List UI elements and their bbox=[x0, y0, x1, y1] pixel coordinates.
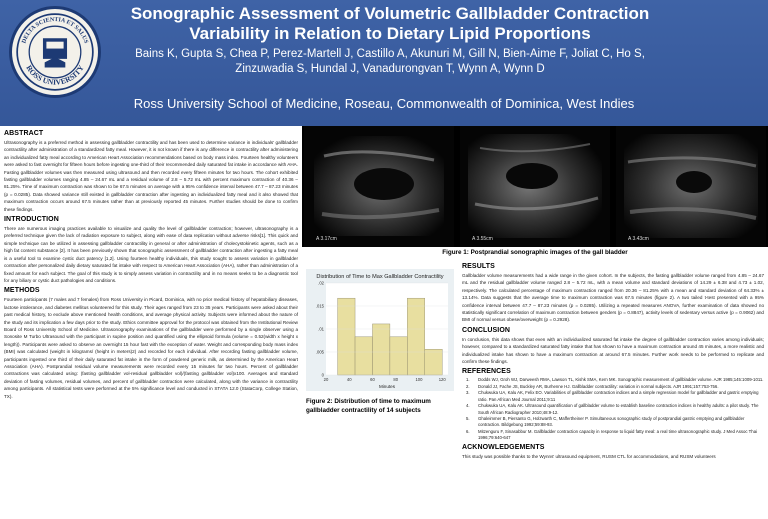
reference-text: Mitzenguru F, Sinasabbur M. Gallbladder contraction capacity in response to liquid fatty meal: a real time ultrasonographic study. J Med Assoc Thai 1996;79:640-647 bbox=[478, 428, 758, 441]
figure-1-caption: Figure 1: Postprandial sonographic images of the gall bladder bbox=[302, 247, 768, 259]
x-tick-label: 80 bbox=[393, 377, 399, 382]
figure-2-panel bbox=[302, 259, 458, 519]
histogram-bar bbox=[425, 349, 442, 375]
reference-number: 3. bbox=[466, 390, 470, 396]
university-seal-logo bbox=[9, 6, 101, 98]
ultrasound-image-2 bbox=[460, 126, 610, 247]
ultrasound-image-strip bbox=[302, 126, 768, 247]
conclusion-heading: CONCLUSION bbox=[462, 326, 511, 334]
y-tick-label: 0 bbox=[321, 372, 324, 378]
authors-line-1: Bains K, Gupta S, Chea P, Perez-Martell J, Castillo A, Akunuri M, Gill N, Bien-Aime F, Joliat C, Ho S, bbox=[135, 48, 645, 60]
left-column bbox=[0, 126, 302, 519]
abstract-heading: ABSTRACT bbox=[4, 130, 44, 137]
acknowledgements-heading: ACKNOWLEDGEMENTS bbox=[462, 443, 545, 451]
y-tick-label: .01 bbox=[318, 326, 324, 332]
methods-heading: METHODS bbox=[4, 287, 40, 295]
results-text: Gallbladder volume measurements had a wide range in the given cohort. In the subjects, the fasting gallbladder volume ranged from 4.85 – 24.67 mL and the residual gallbladder volume ranged 2.8 – 5.72 mL, with a mean volume and standard deviations of 14.29 ± 6.38 and 4.73 ± 1.02, respectively. The calculated percentage of maximum contraction ranged from 20.36 – 81.25% with a mean and standard deviation of 64.33% ± 13.14%. Data suggests that the average time to maximum contraction was 67.5 minutes (figure 2). A two tailed t-test presented with a 95% confidence interval between 47.7 – 87.23 minutes (p = 0.0285). Utilizing a repeated measures ANOVA, further examination of data showed no statistically significant correlation of maximum contraction between genders (p = 0.8847), activity levels of sedentary versus active (p = 0.9062) and BMI of normal versus obese/overweight (p = 0.2928). bbox=[462, 273, 764, 323]
affiliation: Ross University School of Medicine, Roseau, Commonwealth of Dominica, West Indies bbox=[133, 96, 635, 111]
author-list bbox=[110, 47, 670, 77]
abstract-text: Ultrasonography is a preferred method in assessing gallbladder contractility and has been used to determine variance in individuals' gallbladder contractility after administration of a standardized fatty meal. However, it is not known if there is any difference in contractility after administering an individualized fatty meal according to American Heart Association recommendations based on body mass index. Fourteen healthy volunteers were asked to fast overnight for fifteen hours before ingesting one-third of their recommended daily saturated fat intake in accordance with AHA. Fasting gallbladder volumes was then measured using ultrasound and then recorded every fifteen minutes for two hours. The cohort exhibited fasting gallbladder volumes ranging 4.85 – 24.67 mL and a residual volume of 2.8 – 5.72 mL with percent maximum contraction of 40.36 – 81.25%. Time of maximum contraction was shown to be 67.5 minutes on average with a 95% confidence interval between 47.7 – 87.23 minutes (p = 0.0285). Data showed variance still existed in gallbladder contraction after ingesting an individualized fatty meal and it also showed that maximum contraction occurs around 67.5 minutes rather than at previously reported 45 minutes. Further studies should be done to confirm these findings. bbox=[4, 140, 298, 212]
y-tick-label: .005 bbox=[315, 349, 324, 355]
histogram-bar bbox=[390, 337, 407, 375]
x-tick-label: 20 bbox=[323, 377, 329, 382]
conclusion-text: In conclusion, this data shows that even with an individualized saturated fat intake the degree of gallbladder contraction varies among individuals; however, compared to a standardized saturated fatty intake that has shown to have a maximum contraction around 45 minutes, a more realistic and individualized intake has shown to have a maximum contraction at around 67.5 minutes. Further work needs to be performed to replicate and confirm these findings. bbox=[462, 336, 764, 365]
acknowledgements-text: This study was possible thanks to the Wynns' ultrasound equipment, RUSM CTL for accommodations, and RUSM volunteers bbox=[462, 453, 716, 459]
reference-item bbox=[466, 390, 764, 403]
reference-text: Dodds WJ, Groh WJ, Darweesh RMA, Lawson TL, Kishk SMA, Kern MK. Sonographic measurement of gallbladder volume. AJR 1985;145:1009-1011. bbox=[478, 377, 764, 383]
x-tick-label: 60 bbox=[370, 377, 375, 382]
results-heading: RESULTS bbox=[462, 263, 495, 270]
authors-line-2: Zinzuwadia S, Hundal J, Vanadurongvan T, Wynn A, Wynn D bbox=[235, 63, 545, 75]
reference-item bbox=[466, 429, 764, 442]
svg-text:DELTA SCIENTIA ET SALUS: DELTA SCIENTIA ET SALUS bbox=[21, 16, 89, 45]
reference-text: Ghaleimmer B, Piersanto G, Holzwarth C, Maffertheiner P. Simultaneous sonographic study of postprandial gastric emptying and gallbladder contraction. Bildgebung 1992;59:88-93. bbox=[478, 415, 745, 428]
poster-title bbox=[110, 4, 670, 44]
reference-text: Donald JJ, Fache JS, Buckley AR, Burhenne HJ. Gallbladder contractility: variation in normal subjects. AJR 1991;157:753-756. bbox=[478, 383, 719, 389]
y-tick-label: .015 bbox=[315, 303, 324, 309]
reference-item bbox=[466, 416, 764, 429]
chart-title: Distribution of Time to Max Gallbladder Contractility bbox=[316, 274, 444, 280]
x-axis-label: Minutes bbox=[378, 384, 396, 389]
seal-graphic bbox=[12, 9, 98, 95]
histogram-chart bbox=[306, 269, 454, 391]
x-tick-label: 100 bbox=[415, 377, 423, 382]
poster-header bbox=[0, 0, 768, 125]
x-tick-label: 40 bbox=[346, 377, 352, 382]
svg-text:A 3.17cm: A 3.17cm bbox=[316, 236, 337, 242]
histogram-bar bbox=[355, 337, 372, 375]
ultrasound-image-1 bbox=[304, 126, 454, 247]
reference-number: 4. bbox=[466, 403, 470, 409]
reference-number: 2. bbox=[466, 383, 470, 389]
reference-number: 6. bbox=[466, 428, 470, 434]
reference-list bbox=[462, 377, 764, 441]
svg-text:ROSS UNIVERSITY: ROSS UNIVERSITY bbox=[24, 63, 86, 87]
title-line-1: Sonographic Assessment of Volumetric Gallbladder Contraction bbox=[130, 4, 650, 23]
reference-text: Chukwuka UA, Kalu AK, Felix EO. Variabilities of gallbladder contraction indices and a simple regression model for gallbladder and gastric emptying ratio. Pan African Med Journal 2011;9:11 bbox=[478, 390, 759, 402]
reference-number: 1. bbox=[466, 377, 470, 383]
svg-text:A 3.43cm: A 3.43cm bbox=[628, 236, 649, 242]
y-tick-label: .02 bbox=[318, 280, 324, 286]
reference-text: Chukwuka UA, Kalu AK. Ultrasound quantification of gallbladder volume to establish baseline contraction indices in healthy adults: a pilot study. The South African Radiographer 2010;48:9-12. bbox=[478, 403, 759, 415]
references-heading: REFERENCES bbox=[462, 368, 511, 376]
figure-2-caption: Figure 2: Distribution of time to maximum gallbladder contractility of 14 subjects bbox=[306, 398, 431, 414]
introduction-text: There are numerous imaging practices available to visualize and quality the level of gallbladder contraction; however, ultrasonography is a preferred technique given the lack of radiation exposure to subject, along with ease of data replication without adverse risks[1]. This quick and simple technique can be utilized in assessing gallbladder contractility in general or after administration of cholecystokinetic agents, such as a high fat content substance [2]. It has been previously shown that sonographic assessment of gallbladder contraction after ingesting a fatty meal is a useful tool to examine cystic duct patency [1,2]. Using fourteen healthy individuals, this study sought to assess variation in gallbladder contraction after personalized daily dietary saturated fat intake with respect to American Heart Association (AHA), rather than administration of a fixed amount for each subject. The goal of this study is to simply assess variation in contractility and in no means seeks to be a diagnostic tool for any biliary or cystic duct pathologies and conditions. bbox=[4, 226, 298, 283]
methods-text: Fourteen participants (7 males and 7 females) from Ross University in Picard, Dominica, with no prior medical history of hepatobiliary diseases, lactose intolerance, and diabetes mellitus volunteered for this study. Their ages ranged from 23 to 35 years. Participants were asked about their past medical history, to exclude above mentioned health conditions, and average physical activity. Subjects were informed about the nature of the study and its implication a few days prior to the study. Ethics committee approval for the protocol was obtained from the Institutional Review Board of Ross University School of Medicine. Ultrasonography examinations of the gallbladder were performed by a single observer using a Sonosite M Turbo Ultrasound with the participant in supine position and quantified using the ellipsoid formula (volume = 0.52(width x height x length)). Participants were asked to observe an overnight 15 hour fast with the exception of water. Weight and corresponding body mass index (BMI) was calculated (weight in kilograms/ (height in meters)2) and recorded for each individual. After recording fasting gallbladder volume, participants ingested one third of their daily saturated fat intake in the form of powdered generic milk, as determined by the American Heart Association (AHA). Postprandial residual volume measurements were recorded every 15 minutes for two hours. Percent of gallbladder contractions was calculated using: (fasting gallbladder vol-residual gallbladder vol)/(fasting gallbladder vol)x100. Averages and standard deviation of fasting volumes, residual volumes, and percent of gallbladder contraction were calculated, along with the variance in contractility among participants. All statistical tests were performed at the 5% significance level and conducted in STATA 12.0 (StataCorp, College Station, TX). bbox=[4, 297, 298, 399]
x-tick-label: 120 bbox=[438, 377, 446, 382]
reference-number: 5. bbox=[466, 415, 470, 421]
histogram-svg bbox=[306, 269, 454, 391]
ultrasound-image-3 bbox=[616, 126, 766, 247]
right-column bbox=[458, 259, 768, 519]
reference-item bbox=[466, 403, 764, 416]
svg-text:A 3.55cm: A 3.55cm bbox=[472, 236, 493, 242]
histogram-bar bbox=[372, 324, 389, 375]
histogram-bar bbox=[338, 298, 355, 375]
histogram-bar bbox=[407, 298, 424, 375]
introduction-heading: INTRODUCTION bbox=[4, 216, 59, 224]
title-line-2: Variability in Relation to Dietary Lipid Proportions bbox=[189, 24, 591, 43]
